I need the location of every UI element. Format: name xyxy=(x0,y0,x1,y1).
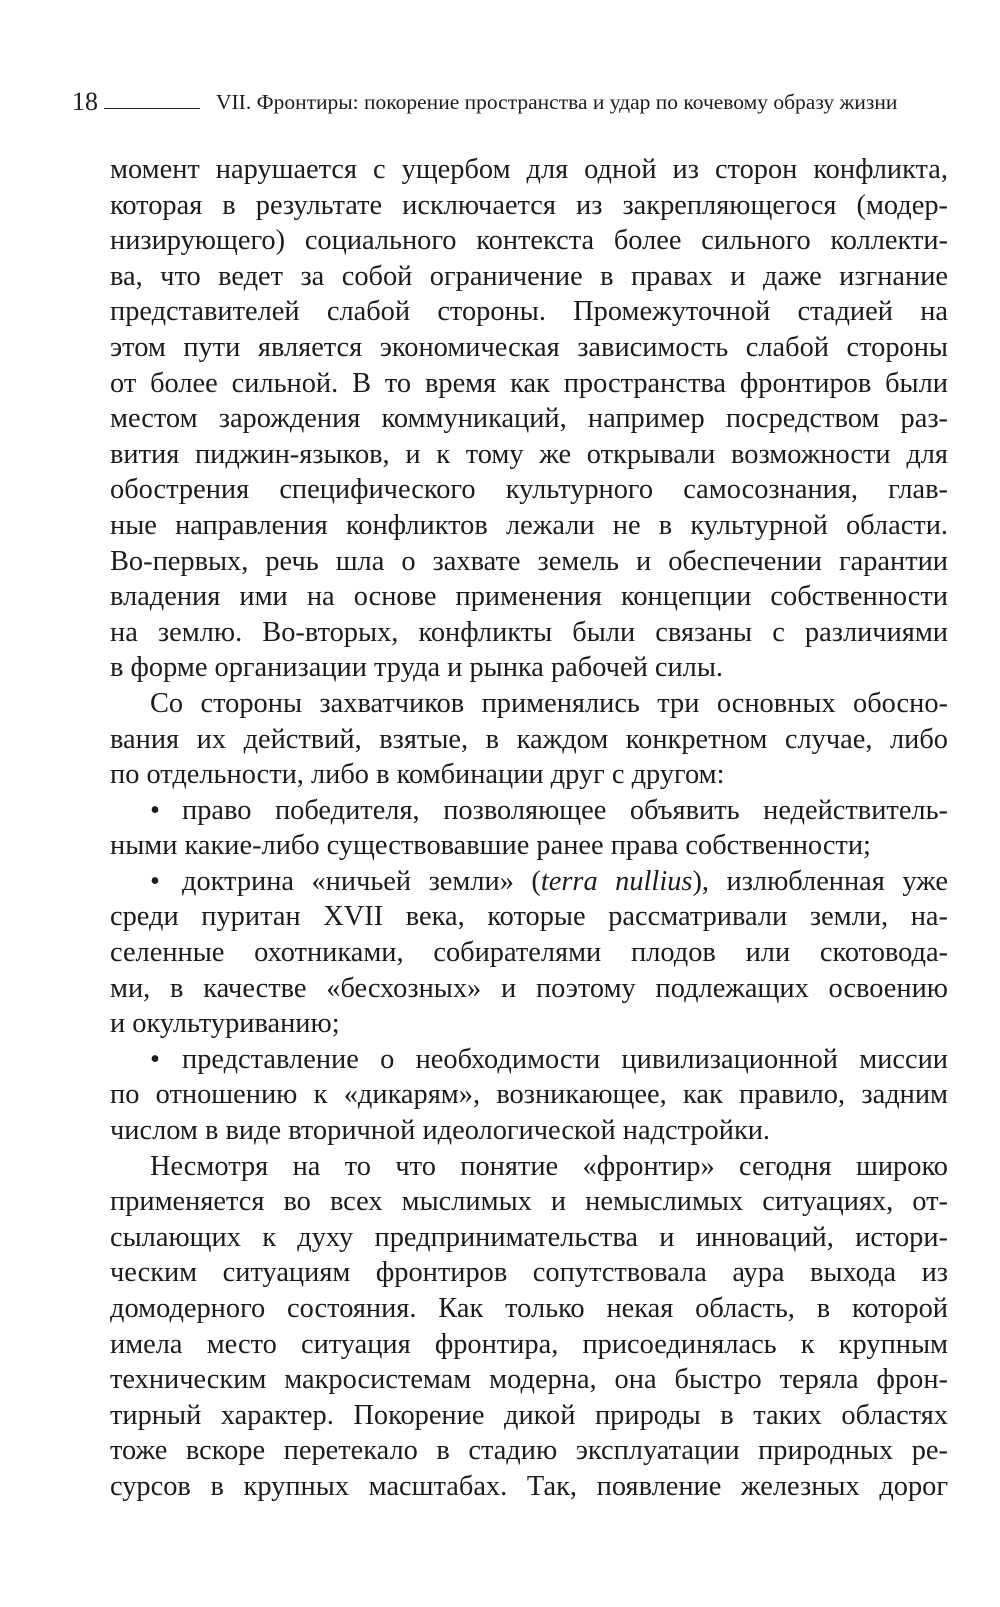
text-line: владения ими на основе применения концепции собственности xyxy=(110,581,948,613)
running-head xyxy=(72,82,948,122)
text-fragment: ), излюбленная уже xyxy=(692,865,948,897)
text-line: на землю. Во-вторых, конфликты были связаны с различиями xyxy=(110,616,948,648)
header-rule xyxy=(104,108,200,109)
bullet-icon: • xyxy=(150,794,160,826)
text-line: тоже вскоре перетекало в стадию эксплуатации природных ре- xyxy=(110,1435,948,1467)
text-line: домодерного состояния. Как только некая область, в которой xyxy=(110,1293,948,1324)
text-line: селенные охотниками, собирателями плодов или скотовода- xyxy=(110,937,948,969)
text-line: момент нарушается с ущербом для одной из сторон конфликта, xyxy=(110,154,948,185)
bullet-icon: • xyxy=(150,1043,160,1075)
text-line: ми, в качестве «бесхозных» и поэтому подлежащих освоению xyxy=(110,972,948,1004)
text-line: обострения специфического культурного самосознания, глав- xyxy=(110,474,948,506)
text-line: ческим ситуациям фронтиров сопутствовала аура выхода из xyxy=(110,1257,948,1289)
text-line: представителей слабой стороны. Промежуточной стадией на xyxy=(110,296,948,328)
text-line: имела место ситуация фронтира, присоединялась к крупным xyxy=(110,1328,948,1360)
latin-term: terra nullius xyxy=(540,865,693,897)
text-line: и окультуриванию; xyxy=(110,1008,340,1040)
text-line: ными какие-либо существовавшие ранее права собственности; xyxy=(110,830,871,862)
body-text xyxy=(110,152,948,1505)
text-line: ва, что ведет за собой ограничение в правах и даже изгнание xyxy=(110,260,948,292)
text-line: право победителя, позволяющее объявить недействитель- xyxy=(182,794,948,826)
text-line: которая в результате исключается из закрепляющегося (модер- xyxy=(110,189,948,221)
text-line: тирный характер. Покорение дикой природы в таких областях xyxy=(110,1399,948,1431)
text-line: местом зарождения коммуникаций, например посредством раз- xyxy=(110,403,948,435)
text-line: по отношению к «дикарям», возникающее, как правило, задним xyxy=(110,1079,948,1111)
text-line: числом в виде вторичной идеологической надстройки. xyxy=(110,1115,771,1147)
text-line: сурсов в крупных масштабах. Так, появление железных дорог xyxy=(110,1470,948,1502)
text-line: ные направления конфликтов лежали не в культурной области. xyxy=(110,509,948,541)
text-line: в форме организации труда и рынка рабочей силы. xyxy=(110,652,723,684)
text-line: представление о необходимости цивилизационной миссии xyxy=(182,1043,948,1075)
text-line: Несмотря на то что понятие «фронтир» сегодня широко xyxy=(150,1150,948,1182)
text-line: вания их действий, взятые, в каждом конкретном случае, либо xyxy=(110,723,948,755)
text-line: сылающих к духу предпринимательства и инноваций, истори- xyxy=(110,1221,948,1253)
text-line: вития пиджин-языков, и к тому же открывали возможности для xyxy=(110,438,948,470)
text-line: техническим макросистемам модерна, она быстро теряла фрон- xyxy=(110,1364,948,1396)
text-line: по отдельности, либо в комбинации друг с другом: xyxy=(110,759,725,791)
text-line: Во-первых, речь шла о захвате земель и обеспечении гарантии xyxy=(110,545,948,577)
text-line: от более сильной. В то время как пространства фронтиров были xyxy=(110,367,948,399)
list-item-first-line xyxy=(110,864,948,900)
text-line: применяется во всех мыслимых и немыслимых ситуациях, от- xyxy=(110,1186,948,1218)
list-item-first-line xyxy=(110,793,948,829)
text-line: этом пути является экономическая зависимость слабой стороны xyxy=(110,331,948,363)
page-number: 18 xyxy=(72,87,98,116)
bullet-icon: • xyxy=(150,865,160,897)
list-item-first-line xyxy=(110,1042,948,1078)
text-line: среди пуритан XVII века, которые рассматривали земли, на- xyxy=(110,901,948,933)
running-title: VII. Фронтиры: покорение пространства и удар по кочевому образу жизни xyxy=(216,89,898,114)
text-line: Со стороны захватчиков применялись три основных обосно- xyxy=(150,687,948,719)
text-fragment: доктрина «ничьей земли» ( xyxy=(182,865,541,897)
text-line: низирующего) социального контекста более сильного коллекти- xyxy=(110,225,948,257)
